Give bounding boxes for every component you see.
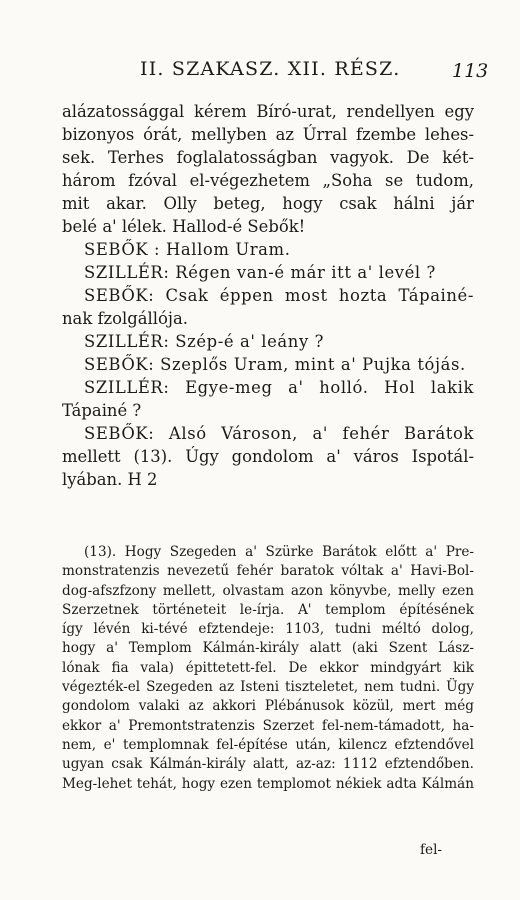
dialogue-line: SZILLÉR: Szép-é a' leány ? [84, 332, 325, 351]
dialogue-line: SEBŐK : Hallom Uram. [84, 240, 291, 259]
text-line: lyában. H 2 [62, 470, 158, 489]
footnote [62, 543, 474, 794]
footnote-line: Szerzetnek történeteit le-írja. A' templom építésének [62, 601, 474, 618]
dialogue-line: SZILLÉR: Egye-meg a' holló. Hol lakik [84, 378, 474, 397]
dialogue-line: SZILLÉR: Régen van-é már itt a' levél ? [84, 263, 436, 282]
footnote-line: dog-afszfzony mellett, olvastam azon könyvbe, melly ezen [62, 582, 474, 599]
footnote-line: ekkor a' Premontstratenzis Szerzet fel-nem-támadott, ha- [62, 717, 474, 734]
running-head: II. SZAKASZ. XII. RÉSZ. [140, 58, 401, 80]
dialogue-line: SEBŐK: Szeplős Uram, mint a' Pujka tójás. [84, 355, 466, 374]
page-header [0, 58, 520, 88]
footnote-line: gondolom valaki az akkori Plébánusok közül, mert még [62, 698, 474, 715]
text-line: nak fzolgállója. [62, 309, 188, 328]
footnote-line: Meg-lehet tehát, hogy ezen templomot nékiek adta Kálmán [62, 775, 474, 792]
footnote-line: lónak fia vala) épittetett-fel. De ekkor mindgyárt kik [62, 659, 474, 676]
text-line: mit akar. Olly beteg, hogy csak hálni jár [62, 194, 474, 213]
text-line: alázatossággal kérem Bíró-urat, rendellyen egy [62, 102, 474, 121]
main-text [62, 100, 474, 491]
footnote-line: nem, e' templomnak fel-építése után, kilencz efztendővel [62, 736, 474, 753]
footnote-line: végezték-el Szegeden az Isteni tiszteletet, nem tudni. Ügy [62, 679, 474, 696]
text-line: mellett (13). Úgy gondolom a' város Ispotál- [62, 447, 474, 466]
text-line: sek. Terhes foglalatosságban vagyok. De két- [62, 148, 474, 167]
footnote-line: monstratenzis nevezetű fehér baratok vóltak a' Havi-Bol- [62, 563, 474, 580]
footnote-line: (13). Hogy Szegeden a' Szürke Barátok előtt a' Pre- [84, 544, 474, 560]
footnote-line: hogy a' Templom Kálmán-király alatt (aki Szent Lász- [62, 640, 474, 657]
text-line: három fzóval el-végezhetem „Soha se tudom, [62, 171, 474, 190]
dialogue-line: SEBŐK: Alsó Városon, a' fehér Barátok [84, 424, 474, 443]
footnote-line: így lévén ki-tévé efztendeje: 1103, tudni méltó dolog, [62, 621, 474, 638]
page-number: 113 [452, 60, 489, 82]
text-line: bizonyos órát, mellyben az Úrral fzembe lehes- [62, 125, 474, 144]
footnote-line: ugyan csak Kálmán-király alatt, az-az: 1112 efztendőben. [62, 756, 474, 773]
dialogue-line: SEBŐK: Csak éppen most hozta Tápainé- [84, 286, 474, 305]
text-line: Tápainé ? [62, 401, 142, 420]
catchword: fel- [420, 842, 443, 858]
text-line: belé a' lélek. Hallod-é Sebők! [62, 217, 306, 236]
